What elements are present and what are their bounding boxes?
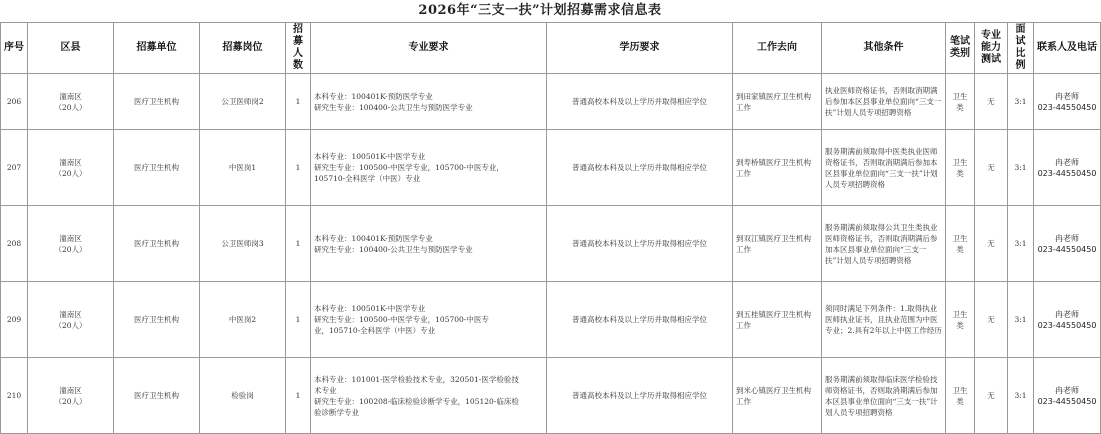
other-text: 服务期满前须取得公共卫生类执业医师资格证书，否则取消期满后参加本区县事业单位面向“三支一扶”计划人员专项招聘资格: [825, 222, 938, 265]
dest-text: 到寿桥镇医疗卫生机构工作: [736, 157, 811, 178]
dest-text: 到五桂镇医疗卫生机构工作: [736, 309, 811, 330]
cell-contact: [1034, 74, 1101, 130]
table-row: [1, 358, 1101, 434]
header-major: 专业要求: [311, 23, 547, 74]
count-text: 1: [295, 315, 301, 324]
other-text: 服务期满前须取得中医类执业医师资格证书，否则取消期满后参加本区县事业单位面向“三支一扶”计划人员专项招聘资格: [825, 146, 938, 189]
contact-name-text: 冉老师: [1055, 91, 1079, 101]
edu-text: 普通高校本科及以上学历并取得相应学位: [572, 163, 707, 172]
cell-district: [28, 206, 114, 282]
cell-seq: [1, 358, 28, 434]
cell-count: [286, 282, 311, 358]
cell-other-conditions: [822, 358, 946, 434]
cell-skill-test: [975, 282, 1008, 358]
major-line: 研究生专业：100400-公共卫生与预防医学专业: [314, 244, 473, 254]
cell-destination: [733, 206, 822, 282]
skill-text: 无: [987, 391, 995, 400]
cell-destination: [733, 74, 822, 130]
header-education: 学历要求: [547, 23, 733, 74]
district-sub-text: （20人）: [54, 168, 87, 178]
post-text: 中医岗1: [228, 163, 257, 172]
major-line: 本科专业：100501K-中医学专业: [314, 152, 426, 161]
unit-text: 医疗卫生机构: [134, 97, 179, 106]
district-text: 潼南区: [59, 309, 82, 319]
header-count: 招募人数: [286, 23, 311, 74]
cell-other-conditions: [822, 282, 946, 358]
ratio-text: 3:1: [1014, 239, 1027, 248]
cell-major: [311, 282, 547, 358]
cell-education: [547, 206, 733, 282]
district-sub-text: （20人）: [54, 396, 87, 406]
cell-unit: [114, 130, 200, 206]
contact-name-text: 冉老师: [1055, 233, 1079, 243]
major-line: 研究生专业：100500-中医学专业，105700-中医专业，: [314, 163, 504, 172]
dest-text: 到田家镇医疗卫生机构工作: [736, 91, 811, 112]
cell-interview-ratio: [1008, 282, 1034, 358]
header-row: [1, 23, 1101, 74]
cell-interview-ratio: [1008, 358, 1034, 434]
skill-text: 无: [987, 239, 995, 248]
cell-destination: [733, 130, 822, 206]
cell-count: [286, 206, 311, 282]
cell-count: [286, 358, 311, 434]
cell-education: [547, 74, 733, 130]
contact-name-text: 冉老师: [1055, 309, 1079, 319]
unit-text: 医疗卫生机构: [134, 239, 179, 248]
count-text: 1: [295, 97, 301, 106]
cell-exam-type: [946, 358, 975, 434]
contact-phone-text: 023-44550450: [1037, 320, 1097, 330]
district-text: 潼南区: [59, 233, 82, 243]
cell-education: [547, 358, 733, 434]
cell-contact: [1034, 206, 1101, 282]
cell-post: [200, 358, 286, 434]
district-text: 潼南区: [59, 385, 82, 395]
cell-count: [286, 130, 311, 206]
contact-phone-text: 023-44550450: [1037, 244, 1097, 254]
table-title: 2026年“三支一扶”计划招募需求信息表: [418, 3, 662, 18]
ratio-text: 3:1: [1014, 97, 1027, 106]
cell-seq: [1, 74, 28, 130]
edu-text: 普通高校本科及以上学历并取得相应学位: [572, 239, 707, 248]
district-sub-text: （20人）: [54, 102, 87, 112]
recruitment-table: [0, 22, 1101, 434]
exam-text: 卫生类: [952, 157, 968, 178]
post-text: 中医岗2: [228, 315, 257, 324]
ratio-text: 3:1: [1014, 391, 1027, 400]
cell-exam-type: [946, 282, 975, 358]
post-text: 检验岗: [231, 391, 254, 400]
cell-interview-ratio: [1008, 206, 1034, 282]
cell-contact: [1034, 130, 1101, 206]
cell-seq: [1, 282, 28, 358]
major-line: 业，105710-全科医学（中医）专业: [314, 326, 436, 335]
header-interview-ratio: 面试比例: [1008, 23, 1034, 74]
cell-post: [200, 130, 286, 206]
cell-contact: [1034, 358, 1101, 434]
other-text: 服务期满前须取得临床医学检验技师资格证书，否则取消期满后参加本区县事业单位面向“三支一扶”计划人员专项招聘资格: [825, 374, 938, 417]
major-line: 本科专业：100401K-预防医学专业: [314, 233, 433, 243]
dest-text: 到米心镇医疗卫生机构工作: [736, 385, 811, 406]
exam-text: 卫生类: [952, 91, 968, 112]
skill-text: 无: [987, 97, 995, 106]
cell-unit: [114, 206, 200, 282]
district-sub-text: （20人）: [54, 244, 87, 254]
district-text: 潼南区: [59, 91, 82, 101]
major-line: 术专业: [314, 385, 337, 395]
skill-text: 无: [987, 315, 995, 324]
ratio-text: 3:1: [1014, 315, 1027, 324]
header-unit: 招募单位: [114, 23, 200, 74]
cell-major: [311, 130, 547, 206]
district-text: 潼南区: [59, 157, 82, 167]
cell-contact: [1034, 282, 1101, 358]
cell-major: [311, 358, 547, 434]
contact-name-text: 冉老师: [1055, 385, 1079, 395]
other-text: 须同时满足下列条件：1.取得执业医师执业证书，且执业范围为中医专业；2.具有2年以上中医工作经历: [825, 304, 942, 335]
seq-text: 208: [6, 239, 22, 248]
table-row: [1, 282, 1101, 358]
seq-text: 207: [6, 163, 22, 172]
cell-destination: [733, 282, 822, 358]
cell-post: [200, 74, 286, 130]
cell-unit: [114, 358, 200, 434]
cell-district: [28, 358, 114, 434]
exam-text: 卫生类: [952, 309, 968, 330]
cell-post: [200, 282, 286, 358]
count-text: 1: [295, 391, 301, 400]
cell-seq: [1, 206, 28, 282]
cell-skill-test: [975, 130, 1008, 206]
cell-other-conditions: [822, 206, 946, 282]
header-skill-test: 专业能力测试: [975, 23, 1008, 74]
cell-skill-test: [975, 74, 1008, 130]
cell-exam-type: [946, 130, 975, 206]
header-contact: 联系人及电话: [1034, 23, 1101, 74]
edu-text: 普通高校本科及以上学历并取得相应学位: [572, 97, 707, 106]
cell-major: [311, 206, 547, 282]
seq-text: 210: [6, 391, 22, 400]
dest-text: 到双江镇医疗卫生机构工作: [736, 233, 811, 254]
header-seq: 序号: [1, 23, 28, 74]
cell-other-conditions: [822, 74, 946, 130]
count-text: 1: [295, 163, 301, 172]
major-line: 验诊断学专业: [314, 407, 359, 417]
cell-seq: [1, 130, 28, 206]
cell-district: [28, 74, 114, 130]
cell-post: [200, 206, 286, 282]
major-line: 本科专业：101001-医学检验技术专业，320501-医学检验技: [314, 374, 519, 384]
contact-phone-text: 023-44550450: [1037, 102, 1097, 112]
header-post: 招募岗位: [200, 23, 286, 74]
cell-unit: [114, 74, 200, 130]
exam-text: 卫生类: [952, 385, 968, 406]
cell-district: [28, 282, 114, 358]
cell-destination: [733, 358, 822, 434]
cell-district: [28, 130, 114, 206]
contact-name-text: 冉老师: [1055, 157, 1079, 167]
unit-text: 医疗卫生机构: [134, 163, 179, 172]
district-sub-text: （20人）: [54, 320, 87, 330]
seq-text: 209: [6, 315, 22, 324]
contact-phone-text: 023-44550450: [1037, 396, 1097, 406]
seq-text: 206: [6, 97, 22, 106]
cell-education: [547, 282, 733, 358]
post-text: 公卫医师岗3: [221, 239, 264, 248]
ratio-text: 3:1: [1014, 163, 1027, 172]
table-row: [1, 130, 1101, 206]
table-row: [1, 206, 1101, 282]
cell-major: [311, 74, 547, 130]
cell-interview-ratio: [1008, 74, 1034, 130]
edu-text: 普通高校本科及以上学历并取得相应学位: [572, 315, 707, 324]
cell-skill-test: [975, 206, 1008, 282]
exam-text: 卫生类: [952, 233, 968, 254]
count-text: 1: [295, 239, 301, 248]
cell-skill-test: [975, 358, 1008, 434]
major-line: 研究生专业：100500-中医学专业，105700-中医专: [314, 315, 489, 324]
cell-interview-ratio: [1008, 130, 1034, 206]
cell-exam-type: [946, 206, 975, 282]
unit-text: 医疗卫生机构: [134, 391, 179, 400]
skill-text: 无: [987, 163, 995, 172]
other-text: 执业医师资格证书，否则取消期满后参加本区县事业单位面向“三支一扶”计划人员专项招聘资格: [825, 86, 942, 117]
cell-other-conditions: [822, 130, 946, 206]
cell-exam-type: [946, 74, 975, 130]
cell-education: [547, 130, 733, 206]
major-line: 研究生专业：100400-公共卫生与预防医学专业: [314, 102, 473, 112]
header-other-conditions: 其他条件: [822, 23, 946, 74]
major-line: 本科专业：100501K-中医学专业: [314, 304, 426, 313]
header-district: 区县: [28, 23, 114, 74]
major-line: 本科专业：100401K-预防医学专业: [314, 91, 433, 101]
unit-text: 医疗卫生机构: [134, 315, 179, 324]
edu-text: 普通高校本科及以上学历并取得相应学位: [572, 391, 707, 400]
post-text: 公卫医师岗2: [221, 97, 264, 106]
cell-unit: [114, 282, 200, 358]
table-row: [1, 74, 1101, 130]
contact-phone-text: 023-44550450: [1037, 168, 1097, 178]
major-line: 研究生专业：100208-临床检验诊断学专业，105120-临床检: [314, 396, 519, 406]
header-exam-type: 笔试类别: [946, 23, 975, 74]
major-line: 105710-全科医学（中医）专业: [314, 174, 421, 183]
cell-count: [286, 74, 311, 130]
header-destination: 工作去向: [733, 23, 822, 74]
